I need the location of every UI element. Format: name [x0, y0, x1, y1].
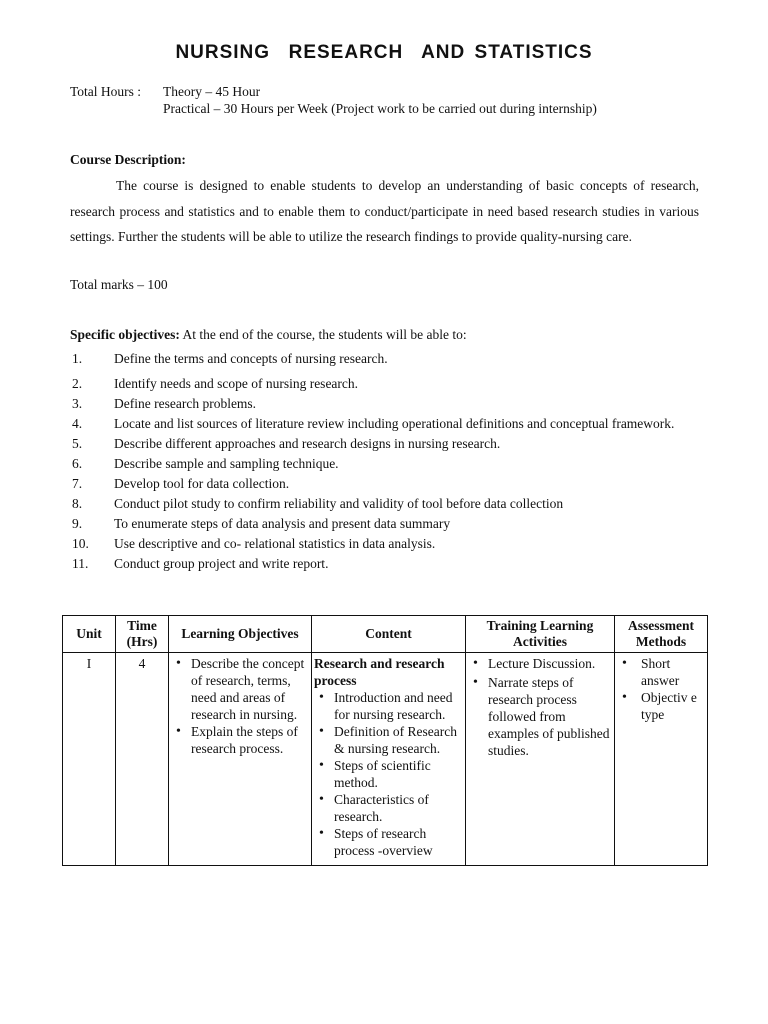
objective-item	[70, 454, 699, 474]
activity-item: • Narrate steps of research process followed from examples of published studies.	[466, 674, 614, 759]
objective-text: Conduct pilot study to confirm reliability and validity of tool before data collection	[114, 496, 564, 511]
activity-item: • Lecture Discussion.	[466, 655, 614, 672]
objective-text: Conduct group project and write report.	[114, 556, 329, 571]
cell-activities	[466, 653, 615, 866]
objective-text: To enumerate steps of data analysis and present data summary	[114, 516, 451, 531]
objective-text: Locate and list sources of literature review including operational definitions and conceptual framework.	[114, 416, 675, 431]
assessment-list	[615, 655, 707, 723]
objective-number: 6.	[72, 456, 83, 471]
learning-objectives-list	[169, 655, 311, 757]
learning-objective-item: • Describe the concept of research, terms, need and areas of research in nursing.	[169, 655, 311, 723]
course-description-heading: Course Description:	[70, 152, 186, 167]
objective-number: 8.	[72, 496, 83, 511]
objectives-list	[70, 349, 699, 574]
objective-item	[70, 434, 699, 454]
total-hours-label: Total Hours :	[70, 84, 142, 99]
objective-number: 5.	[72, 436, 83, 451]
objective-text: Use descriptive and co- relational statistics in data analysis.	[114, 536, 436, 551]
activities-list	[466, 655, 614, 759]
objective-item	[70, 374, 699, 394]
header-time: Time (Hrs)	[116, 616, 169, 653]
objective-number: 1.	[72, 351, 83, 366]
objective-number: 7.	[72, 476, 83, 491]
header-unit: Unit	[63, 616, 116, 653]
course-description-body: The course is designed to enable students to develop an understanding of basic concepts of research, research process and statistics and to enable them to conduct/participate in need based research studies in various settings. Further the students will be able to utilize the research findings to provide quality-nursing care.	[70, 178, 699, 244]
objective-item	[70, 414, 699, 434]
objective-text: Develop tool for data collection.	[114, 476, 290, 491]
cell-assessment	[615, 653, 708, 866]
objective-text: Describe different approaches and research designs in nursing research.	[114, 436, 501, 451]
objective-number: 11.	[72, 556, 89, 571]
objective-item	[70, 474, 699, 494]
content-item: • Definition of Research & nursing research.	[312, 723, 465, 757]
header-learning-objectives: Learning Objectives	[169, 616, 312, 653]
theory-hours: Theory – 45 Hour	[163, 84, 261, 99]
course-description-text	[70, 173, 699, 250]
objective-number: 9.	[72, 516, 83, 531]
content-item: • Characteristics of research.	[312, 791, 465, 825]
document-title: NURSING RESEARCH AND STATISTICS	[175, 42, 593, 63]
objective-number: 10.	[72, 536, 89, 551]
header-assessment: Assessment Methods	[615, 616, 708, 653]
table-header-row	[63, 616, 708, 653]
table-row	[63, 653, 708, 866]
content-heading: Research and research process	[314, 656, 445, 688]
objective-number: 3.	[72, 396, 83, 411]
objective-text: Define the terms and concepts of nursing research.	[114, 351, 388, 366]
total-marks: Total marks – 100	[70, 277, 168, 292]
learning-objective-item: • Explain the steps of research process.	[169, 723, 311, 757]
objective-number: 4.	[72, 416, 83, 431]
cell-content	[312, 653, 466, 866]
objective-item	[70, 514, 699, 534]
objective-item	[70, 554, 699, 574]
specific-objectives-heading: Specific objectives:	[70, 327, 180, 342]
header-content: Content	[312, 616, 466, 653]
assessment-item: • Short answer	[615, 655, 707, 689]
content-list	[312, 689, 465, 859]
content-item: • Steps of research process -overview	[312, 825, 465, 859]
cell-unit: I	[63, 653, 116, 866]
objective-text: Describe sample and sampling technique.	[114, 456, 339, 471]
cell-time: 4	[116, 653, 169, 866]
content-item: • Introduction and need for nursing research.	[312, 689, 465, 723]
objective-item	[70, 494, 699, 514]
objective-number: 2.	[72, 376, 83, 391]
objective-item	[70, 394, 699, 414]
objective-text: Define research problems.	[114, 396, 257, 411]
practical-hours: Practical – 30 Hours per Week (Project work to be carried out during internship)	[163, 101, 597, 116]
specific-objectives-line	[70, 327, 467, 343]
cell-learning-objectives	[169, 653, 312, 866]
objective-item	[70, 534, 699, 554]
course-unit-table	[62, 615, 708, 866]
objective-text: Identify needs and scope of nursing research.	[114, 376, 359, 391]
header-activities: Training Learning Activities	[466, 616, 615, 653]
objective-item	[70, 349, 699, 369]
content-item: • Steps of scientific method.	[312, 757, 465, 791]
assessment-item: • Objectiv e type	[615, 689, 707, 723]
specific-objectives-intro: At the end of the course, the students will be able to:	[179, 327, 467, 342]
